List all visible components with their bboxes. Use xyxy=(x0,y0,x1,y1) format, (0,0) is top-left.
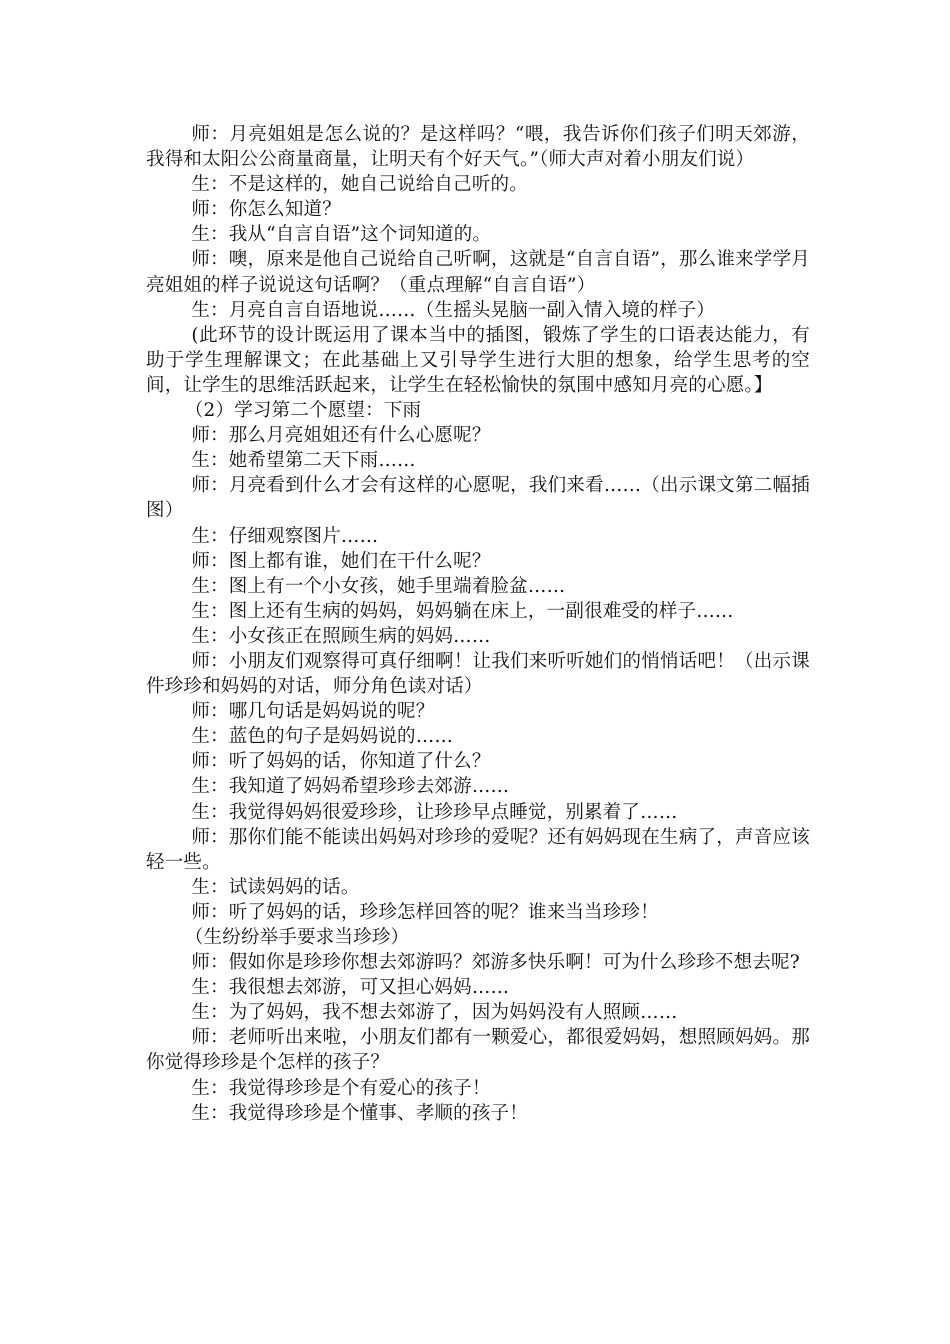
paragraph: 生：小女孩正在照顾生病的妈妈…… xyxy=(191,625,491,647)
paragraph: 生：我觉得珍珍是个有爱心的孩子！ xyxy=(191,1077,491,1099)
paragraph: 生：我觉得妈妈很爱珍珍，让珍珍早点睡觉，别累着了…… xyxy=(191,801,678,823)
stage-direction: （生纷纷举手要求当珍珍） xyxy=(184,927,410,948)
paragraph: 生：我从“自言自语”这个词知道的。 xyxy=(191,224,492,246)
section-heading: （2）学习第二个愿望：下雨 xyxy=(184,400,422,422)
paragraph: 生：我很想去郊游，可又担心妈妈…… xyxy=(191,977,510,999)
paragraph: 师：那么月亮姐姐还有什么心愿呢？ xyxy=(191,425,491,447)
paragraph: 师：你怎么知道？ xyxy=(191,199,341,221)
paragraph: 师：假如你是珍珍你想去郊游吗？郊游多快乐啊！可为什么珍珍不想去呢? xyxy=(191,952,800,974)
paragraph: 师：听了妈妈的话，你知道了什么？ xyxy=(191,751,491,773)
paragraph: 生：图上还有生病的妈妈，妈妈躺在床上，一副很难受的样子…… xyxy=(191,600,734,622)
paragraph: 师：噢，原来是他自己说给自己听啊，这就是“自言自语”，那么谁来学学月亮姐姐的样子说说这句话啊？（重点理解“自言自语”） xyxy=(146,249,810,296)
paragraph: 生：我知道了妈妈希望珍珍去郊游…… xyxy=(191,776,510,798)
paragraph: 师：老师听出来啦，小朋友们都有一颗爱心，都很爱妈妈，想照顾妈妈。那你觉得珍珍是个怎样的孩子？ xyxy=(146,1027,810,1074)
paragraph: 师：图上都有谁，她们在干什么呢？ xyxy=(191,550,491,572)
paragraph: 生：蓝色的句子是妈妈说的…… xyxy=(191,726,454,748)
paragraph: 生：我觉得珍珍是个懂事、孝顺的孩子！ xyxy=(191,1102,528,1124)
paragraph: 生：试读妈妈的话。 xyxy=(191,876,360,898)
paragraph: 师：听了妈妈的话，珍珍怎样回答的呢？谁来当当珍珍！ xyxy=(191,901,659,923)
paragraph: 师：哪几句话是妈妈说的呢？ xyxy=(191,701,435,723)
paragraph: 生：为了妈妈，我不想去郊游了，因为妈妈没有人照顾…… xyxy=(191,1002,678,1024)
design-note-paragraph: (此环节的设计既运用了课本当中的插图，锻炼了学生的口语表达能力，有助于学生理解课文；在此基础上又引导学生进行大胆的想象，给学生思考的空间，让学生的思维活跃起来，让学生在轻松愉快的氛围中感知月亮的心愿。】 xyxy=(146,324,810,396)
paragraph: 师：月亮看到什么才会有这样的心愿呢，我们来看……（出示课文第二幅插图） xyxy=(146,475,810,522)
paragraph: 生：不是这样的，她自己说给自己听的。 xyxy=(191,174,528,196)
paragraph: 师：那你们能不能读出妈妈对珍珍的爱呢？还有妈妈现在生病了，声音应该轻一些。 xyxy=(146,826,810,873)
paragraph: 师：小朋友们观察得可真仔细啊！让我们来听听她们的悄悄话吧！（出示课件珍珍和妈妈的对话，师分角色读对话） xyxy=(146,650,810,698)
paragraph: 生：图上有一个小女孩，她手里端着脸盆…… xyxy=(191,575,566,597)
lesson-transcript xyxy=(146,122,810,1126)
paragraph: 生：月亮自言自语地说……（生摇头晃脑一副入情入境的样子） xyxy=(191,299,715,321)
paragraph: 师：月亮姐姐是怎么说的？是这样吗？“喂，我告诉你们孩子们明天郊游，我得和太阳公公商量商量，让明天有个好天气。”（师大声对着小朋友们说） xyxy=(146,124,810,171)
paragraph: 生：她希望第二天下雨…… xyxy=(191,450,416,472)
paragraph: 生：仔细观察图片…… xyxy=(191,525,379,547)
